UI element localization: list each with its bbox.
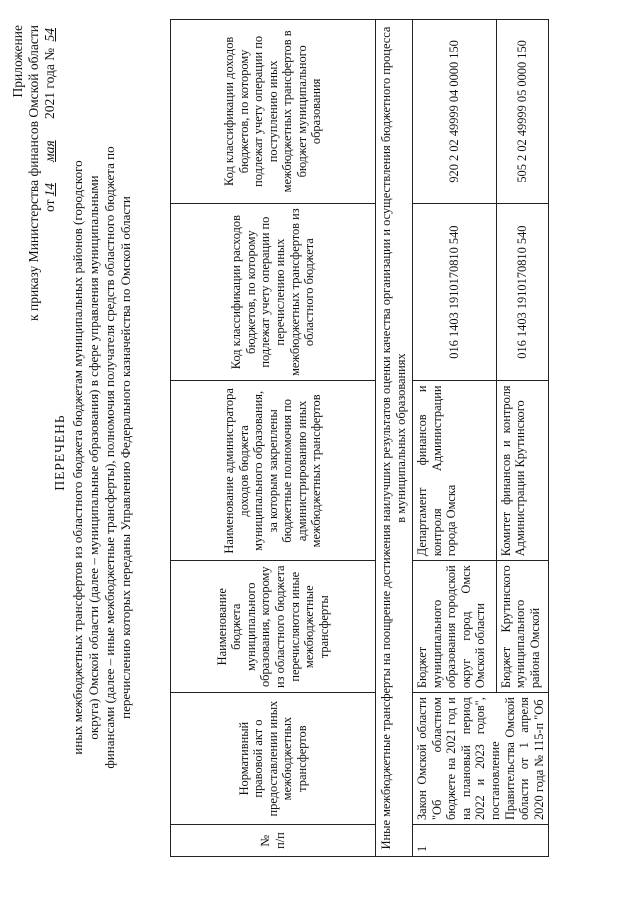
header-cell-expense-code: Код классификации расходов бюджетов, по которому подлежат учету операции по перечислению иных межбюджетных трансфертов из областного бюджета	[171, 203, 376, 381]
row-budget: Бюджет Крутинского муниципального района Омской	[496, 561, 548, 693]
order-number: 54	[42, 28, 57, 42]
document-subtitle: иных межбюджетных трансфертов из областного бюджета бюджетам муниципальных районов (городского округа) Омской области (далее – муниципальные образования) в сфере управления муниципальными финансами (далее – иные межбюджетные трансферты), полномочия получателя средств областного бюджета по перечислению которых переданы Управлению Федерального казначейства по Омской области	[70, 146, 133, 769]
annex-order-line: к приказу Министерства финансов Омской области	[26, 25, 41, 321]
date-month: мая	[42, 140, 57, 162]
transfers-table	[170, 19, 549, 857]
document-title: ПЕРЕЧЕНЬ	[52, 414, 67, 491]
header-cell-num: № п/п	[171, 825, 376, 857]
header-cell-income-code: Код классификации доходов бюджетов, по которому подлежат учету операции по поступлению иных межбюджетных трансфертов в бюджет муниципального образования	[171, 20, 376, 204]
table-header-row	[171, 20, 376, 857]
table-row	[413, 20, 497, 857]
row-admin: Департамент финансов и контроля Администрации города Омска	[413, 381, 497, 561]
date-day: 14	[42, 182, 57, 197]
row-expense-code: 016 1403 1910170810 540	[413, 203, 497, 381]
row-number: 1	[413, 825, 549, 857]
section-row	[376, 20, 413, 857]
row-budget: Бюджет муниципального образования городской округ город Омск Омской области	[413, 561, 497, 693]
row-act: Закон Омской области "Об областном бюджете на 2021 год и на плановый период 2022 и 2023 годов", постановление Правительства Омской области от 1 апреля 2020 года № 115-п "Об	[413, 693, 549, 825]
row-income-code: 920 2 02 49999 04 0000 150	[413, 20, 497, 204]
header-cell-act: Нормативный правовой акт о предоставлении иных межбюджетных трансфертов	[171, 693, 376, 825]
annex-label: Приложение	[10, 25, 25, 98]
header-cell-budget: Наименование бюджета муниципального образования, которому из областного бюджета перечисляются иные межбюджетные трансферты	[171, 561, 376, 693]
annex-header	[10, 25, 58, 355]
date-suffix: 2021 года №	[42, 47, 57, 119]
date-prefix: от	[42, 199, 57, 212]
section-title: Иные межбюджетные трансферты на поощрение достижения наилучших результатов оценки качества организации и осуществления бюджетного процесса в муниципальных образованиях	[376, 20, 413, 857]
row-admin: Комитет финансов и контроля Администрации Крутинского	[496, 381, 548, 561]
row-expense-code: 016 1403 1910170810 540	[496, 203, 548, 381]
row-income-code: 505 2 02 49999 05 0000 150	[496, 20, 548, 204]
header-cell-admin: Наименование администратора доходов бюджета муниципального образования, за которым закреплены бюджетные полномочия по администрированию иных межбюджетных трансфертов	[171, 381, 376, 561]
